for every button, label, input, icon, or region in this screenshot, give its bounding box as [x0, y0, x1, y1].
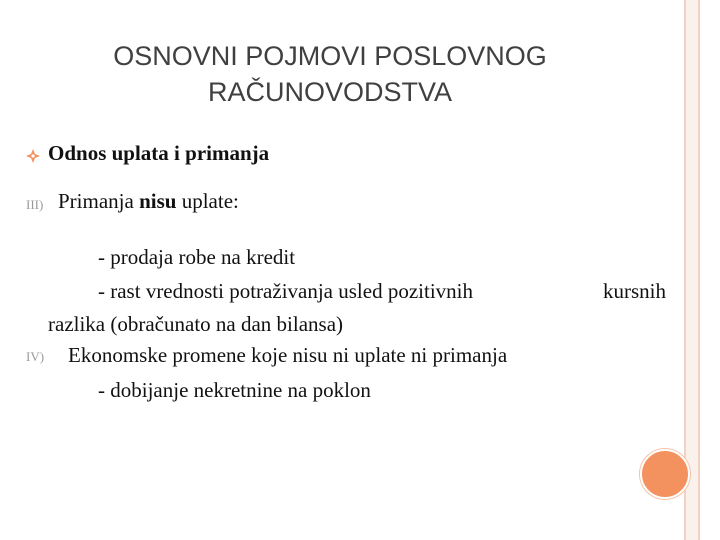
item-3-sub-1: - prodaja robe na kredit	[98, 245, 296, 269]
slide-title-line-2: RAČUNOVODSTVA	[207, 77, 453, 107]
section-heading: Odnos uplata i primanja	[48, 141, 270, 165]
decorative-rail-right	[698, 0, 700, 540]
item-numeral-4: IV)	[26, 349, 45, 364]
item-numeral-3: III)	[26, 197, 44, 212]
item-4-text: Ekonomske promene koje nisu ni uplate ni primanja	[68, 343, 508, 367]
item-3-text-after: uplate:	[176, 189, 239, 213]
item-3-sub-2-tail: kursnih	[603, 279, 666, 303]
item-3-sub-2: - rast vrednosti potraživanja usled pozitivnih	[98, 279, 473, 303]
item-3-sub-2-continuation: razlika (obračunato na dan bilansa)	[48, 312, 344, 336]
decorative-rail-band	[686, 0, 698, 540]
item-4-sub-1: - dobijanje nekretnine na poklon	[98, 378, 371, 402]
item-3-text-before: Primanja	[58, 189, 140, 213]
decorative-circle	[640, 449, 690, 499]
slide-title-line-1: OSNOVNI POJMOVI POSLOVNOG	[113, 41, 547, 71]
item-3-text	[58, 189, 239, 214]
four-point-diamond-icon	[26, 149, 40, 163]
slide-title	[60, 38, 600, 110]
item-3-text-bold: nisu	[139, 189, 177, 213]
